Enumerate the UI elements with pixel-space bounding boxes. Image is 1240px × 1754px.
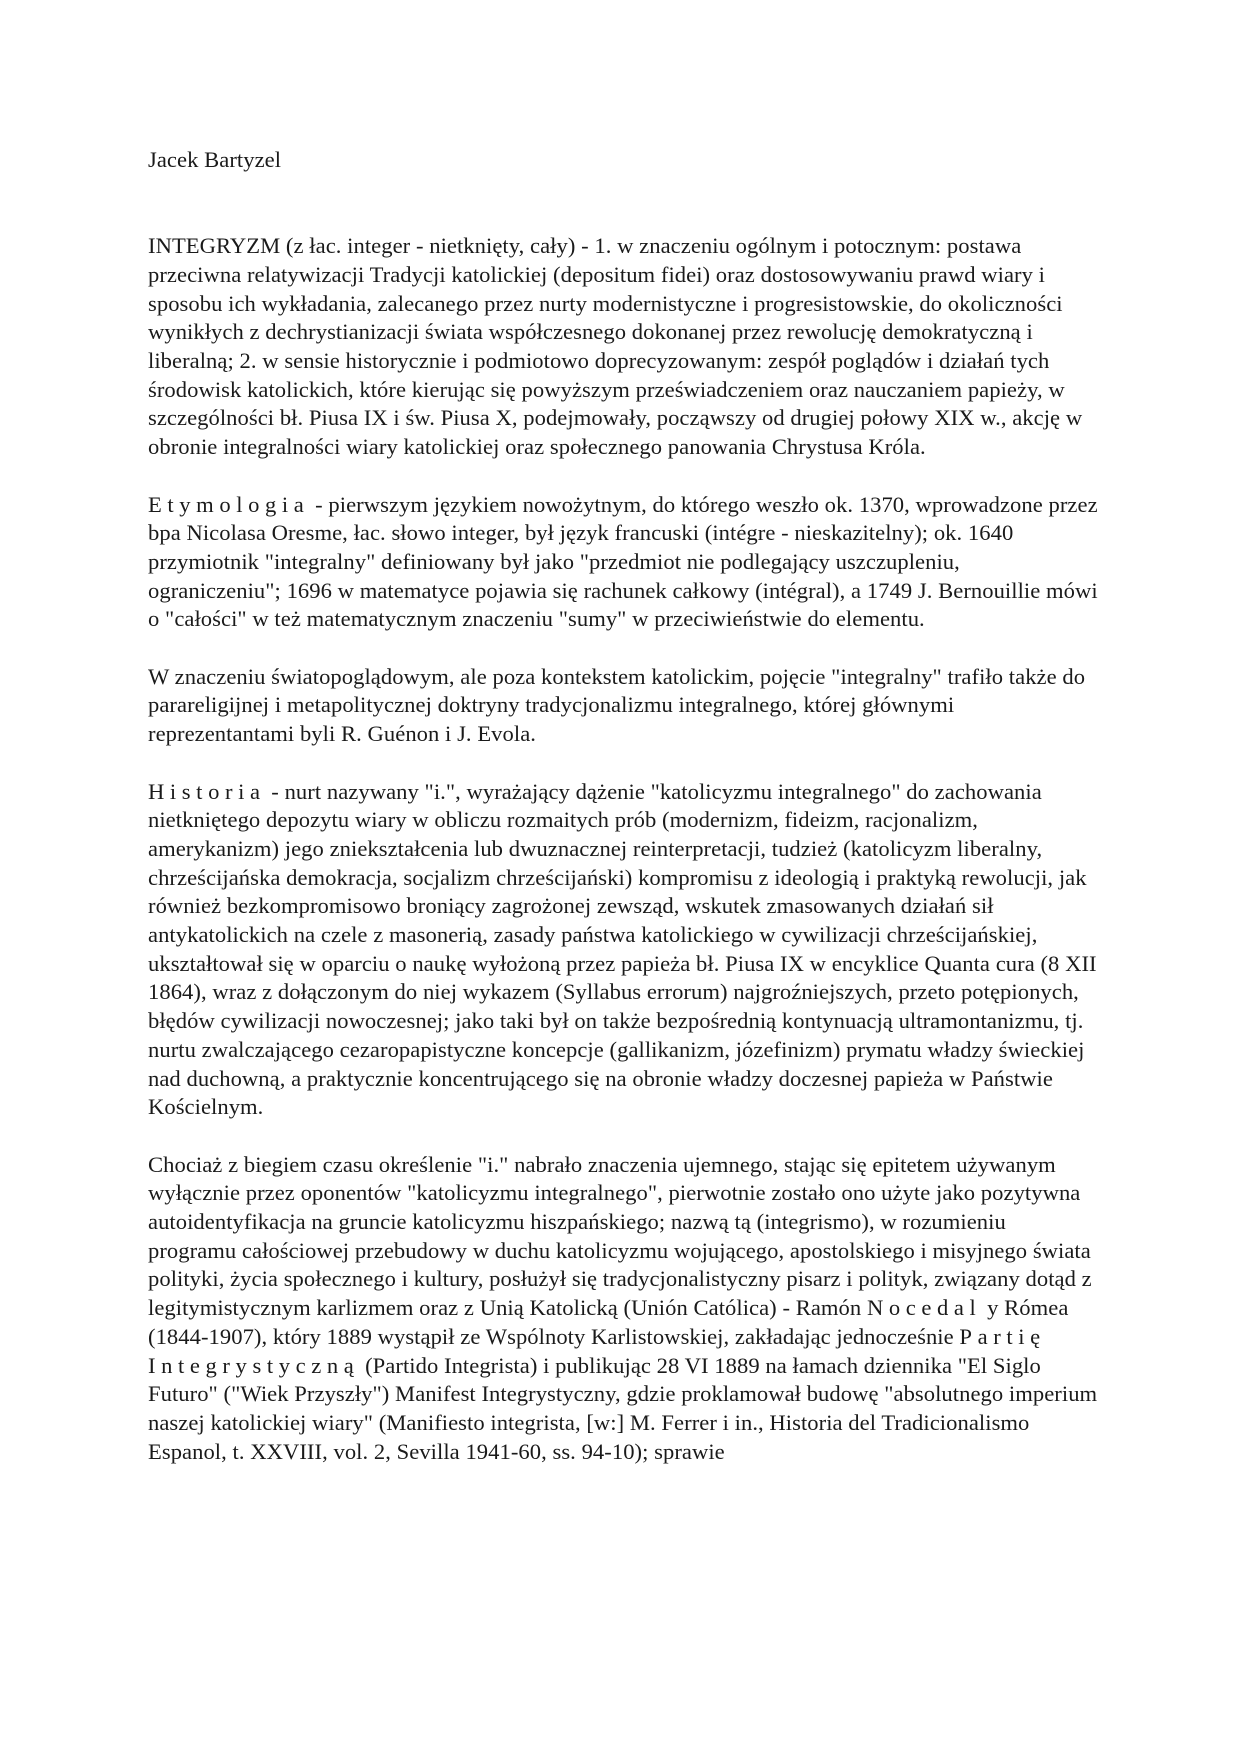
history-text: - nurt nazywany "i.", wyrażający dążenie "katolicyzmu integralnego" do zachowania nietkniętego depozytu wiary w obliczu rozmaitych prób (modernizm, fideizm, racjonalizm, amerykanizm) jego zniekształcenia lub dwuznacznej reinterpretacji, tudzież (katolicyzm liberalny, chrześcijańska demokracja, socjalizm chrześcijański) kompromisu z ideologią i praktyką rewolucji, jak również bezkompromisowo broniący zagrożonej zewsząd, wskutek zmasowanych działań sił antykatolickich na czele z masonerią, zasady państwa katolickiego w cywilizacji chrześcijańskiej, ukształtował się w oparciu o naukę wyłożoną przez papieża bł. Piusa IX w encyklice Quanta cura (8 XII 1864), wraz z dołączonym do niej wykazem (Syllabus errorum) najgroźniejszych, przeto potępionych, błędów cywilizacji nowoczesnej; jako taki był on także bezpośrednią kontynuacją ultramontanizmu, tj. nurtu zwalczającego cezaropapistyczne koncepcje (gallikanizm, józefinizm) prymatu władzy świeckiej nad duchowną, a praktycznie koncentrującego się na obronie władzy doczesnej papieża w Państwie Kościelnym.: [148, 778, 1097, 1120]
origin-text-c: (Partido Integrista) i publikując 28 VI 1889 na łamach dziennika "El Siglo Futuro" ("Wiek Przyszły") Manifest Integrystyczny, gdzie proklamował budowę "absolutnego imperium naszej katolickiej wiary" (Manifiesto integrista, [w:] M. Ferrer i in., Historia del Tradicionalismo Espanol, t. XXVIII, vol. 2, Sevilla 1941-60, ss. 94-10); sprawie: [148, 1352, 1098, 1464]
origin-text-a: Chociaż z biegiem czasu określenie "i." nabrało znaczenia ujemnego, stając się epitetem używanym wyłącznie przez oponentów "katolicyzmu integralnego", pierwotnie zostało ono użyte jako pozytywna autoidentyfikacja na gruncie katolicyzmu hiszpańskiego; nazwą tą (integrismo), w rozumieniu programu całościowej przebudowy w duchu katolicyzmu wojującego, apostolskiego i misyjnego świata polityki, życia społecznego i kultury, posłużył się tradycjonalistyczny pisarz i polityk, związany dotąd z legitymistycznym karlizmem oraz z Unią Katolicką (Unión Católica) - Ramón: [148, 1151, 1092, 1321]
author-name: Jacek Bartyzel: [148, 147, 282, 172]
history-label: Historia: [148, 778, 266, 804]
worldview-text: W znaczeniu światopoglądowym, ale poza kontekstem katolickim, pojęcie "integralny" trafiło także do parareligijnej i metapolitycznej doktryny tradycjonalizmu integralnego, której głównymi reprezentantami byli R. Guénon i J. Evola.: [148, 663, 1086, 747]
origin-text-b: y Rómea (1844-1907), który 1889 wystąpił ze Wspólnoty Karlistowskiej, zakładając jednocześnie: [148, 1295, 1069, 1349]
paragraph-integrism-origin: [148, 1151, 1098, 1467]
paragraph-worldview: [148, 663, 1098, 749]
paragraph-definition: [148, 232, 1098, 462]
party-name: Partię Integrystyczną: [148, 1323, 1046, 1378]
definition-text: INTEGRYZM (z łac. integer - nietknięty, cały) - 1. w znaczeniu ogólnym i potocznym: postawa przeciwna relatywizacji Tradycji katolickiej (depositum fidei) oraz dostosowywaniu prawd wiary i sposobu ich wykładania, zalecanego przez nurty modernistyczne i progresistowskie, do okoliczności wynikłych z dechrystianizacji świata współczesnego dokonanej przez rewolucję demokratyczną i liberalną; 2. w sensie historycznie i podmiotowo doprecyzowanym: zespół poglądów i działań tych środowisk katolickich, które kierując się powyższym przeświadczeniem oraz nauczaniem papieży, w szczególności bł. Piusa IX i św. Piusa X, podejmowały, począwszy od drugiej połowy XIX w., akcję w obronie integralności wiary katolickiej oraz społecznego panowania Chrystusa Króla.: [148, 233, 1083, 460]
nocedal-name: Nocedal: [866, 1295, 982, 1321]
etymology-label: Etymologia: [148, 491, 310, 517]
document-page: [148, 146, 1098, 1495]
paragraph-etymology: [148, 491, 1098, 635]
etymology-text: - pierwszym językiem nowożytnym, do którego weszło ok. 1370, wprowadzone przez bpa Nicolasa Oresme, łac. słowo integer, był język francuski (intégre - nieskazitelny); ok. 1640 przymiotnik "integralny" definiowany był jako "przedmiot nie podlegający uszczupleniu, ograniczeniu"; 1696 w matematyce pojawia się rachunek całkowy (intégral), a 1749 J. Bernouillie mówi o "całości" w też matematycznym znaczeniu "sumy" w przeciwieństwie do elementu.: [148, 491, 1098, 632]
paragraph-history: [148, 778, 1098, 1122]
